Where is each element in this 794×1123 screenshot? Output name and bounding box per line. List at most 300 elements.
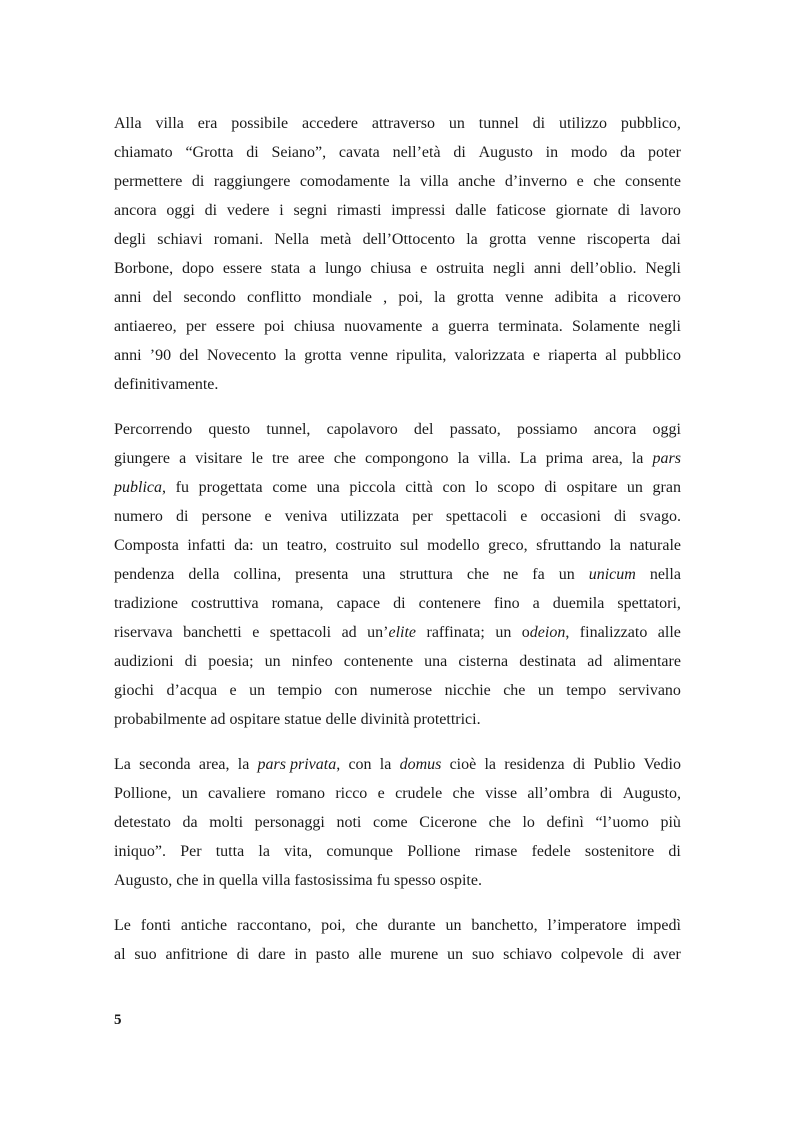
text-line	[114, 750, 681, 779]
word: sul	[399, 537, 419, 554]
word: stata	[270, 260, 301, 277]
word: l’imperatore	[547, 917, 627, 934]
word: area,	[592, 450, 623, 467]
word: a	[431, 318, 439, 335]
text-line	[114, 254, 681, 283]
word: un	[249, 682, 266, 699]
word: costruito	[335, 537, 392, 554]
word: una	[362, 566, 386, 583]
word: tempo	[566, 682, 607, 699]
word: conflitto	[247, 289, 302, 306]
word: anni	[533, 260, 562, 277]
word: attraverso	[371, 115, 435, 132]
word: di	[184, 653, 198, 670]
word: svago.	[639, 508, 681, 525]
word: con	[442, 479, 466, 496]
word: ospite.	[439, 872, 482, 889]
word: riscoperta	[587, 231, 651, 248]
word: passato,	[449, 421, 501, 438]
word: dell’Ottocento	[362, 231, 455, 248]
word: tre	[272, 450, 289, 467]
word: poi,	[398, 289, 423, 306]
word: fu	[376, 872, 390, 889]
text-line	[114, 167, 681, 196]
word: di	[544, 479, 557, 496]
word: che	[466, 566, 490, 583]
word: capace	[336, 595, 381, 612]
word: Publio	[593, 756, 636, 773]
word: probabilmente	[114, 711, 207, 728]
word: la	[457, 450, 470, 467]
word: anni	[114, 347, 142, 364]
word: adibita	[554, 289, 599, 306]
word: città	[405, 479, 433, 496]
word: di	[614, 508, 627, 525]
word: la	[258, 843, 270, 860]
word: permettere	[114, 173, 183, 190]
word: la	[379, 756, 392, 773]
word: la	[466, 231, 478, 248]
word: tempio	[277, 682, 322, 699]
word: ad	[587, 653, 603, 670]
word: e	[576, 173, 584, 190]
word: rimasti	[337, 202, 382, 219]
word: ricco	[335, 785, 368, 802]
text-line	[114, 225, 681, 254]
word: finalizzato	[579, 624, 648, 641]
word: che	[176, 872, 199, 889]
word: area,	[198, 756, 230, 773]
word: fino	[493, 595, 520, 612]
word: grotta	[456, 289, 494, 306]
word: protettrici.	[413, 711, 481, 728]
word: consente	[624, 173, 681, 190]
italic-term: domus	[399, 756, 442, 773]
word: villa	[261, 872, 291, 889]
word: e	[420, 260, 428, 277]
word: da:	[234, 537, 254, 554]
word: degli	[114, 231, 146, 248]
word: dalle	[455, 202, 487, 219]
text-line	[114, 705, 681, 734]
word: Augusto,	[114, 872, 173, 889]
word: durante	[387, 917, 436, 934]
word: spesso	[393, 872, 436, 889]
word: anche	[458, 173, 496, 190]
word: sfruttando	[536, 537, 601, 554]
word: questo	[208, 421, 251, 438]
word: fonti	[140, 917, 171, 934]
word: faticose	[496, 202, 546, 219]
word: antiche	[180, 917, 228, 934]
word: che	[593, 173, 616, 190]
word: giornate	[555, 202, 608, 219]
word: più	[660, 814, 681, 831]
word: e	[532, 347, 540, 364]
word: Per	[180, 843, 202, 860]
word: come	[372, 814, 408, 831]
italic-term: pars privata	[257, 756, 337, 773]
word: accedere	[302, 115, 358, 132]
word: Cicerone	[419, 814, 478, 831]
italic-term: deion	[529, 624, 566, 641]
word: negli	[648, 318, 681, 335]
word: un	[262, 537, 279, 554]
word: che	[355, 917, 378, 934]
word: grotta	[489, 231, 527, 248]
paragraph	[114, 415, 681, 734]
word: visitare	[195, 450, 243, 467]
text-line	[114, 779, 681, 808]
word: una	[424, 653, 448, 670]
word: dell’oblio.	[570, 260, 637, 277]
text-line	[114, 676, 681, 705]
word: contenente	[343, 653, 414, 670]
word: oggi	[166, 202, 195, 219]
word: di	[599, 785, 613, 802]
word: essere	[215, 318, 255, 335]
word: la	[433, 289, 446, 306]
word: un	[495, 624, 512, 641]
paragraph-gap	[114, 734, 681, 750]
word: lo	[522, 814, 535, 831]
word: chiamato	[114, 144, 173, 161]
italic-term: pars	[652, 450, 681, 467]
text-line	[114, 940, 681, 969]
word: della	[188, 566, 220, 583]
word: “Grotta	[185, 144, 234, 161]
word: a	[309, 260, 317, 277]
text-line	[114, 808, 681, 837]
word: d’inverno	[504, 173, 568, 190]
word: di	[532, 115, 546, 132]
word: banchetti	[183, 624, 242, 641]
word: pubblico,	[620, 115, 681, 132]
word: servivano	[618, 682, 681, 699]
word: contenere	[418, 595, 481, 612]
word: naturale	[629, 537, 681, 554]
word: la	[284, 347, 297, 364]
word: sostenitore	[584, 843, 655, 860]
word: banchetto,	[471, 917, 538, 934]
word: Le	[114, 917, 131, 934]
word: iniquo”.	[114, 843, 166, 860]
text-line	[114, 502, 681, 531]
word: venne	[349, 347, 388, 364]
word: un	[626, 479, 643, 496]
text-line	[114, 312, 681, 341]
word: Alla	[114, 115, 142, 132]
word: prima	[545, 450, 584, 467]
word: persone	[201, 508, 252, 525]
word: un	[445, 917, 462, 934]
word: raffinata;	[426, 624, 485, 641]
word: lo	[475, 479, 488, 496]
word: negli	[492, 260, 525, 277]
word: del	[152, 289, 173, 306]
word: e	[264, 508, 272, 525]
word: molti	[209, 814, 244, 831]
word: suo	[472, 946, 495, 963]
word: personaggi	[254, 814, 325, 831]
word: chiusa	[293, 318, 335, 335]
word: compongono	[365, 450, 449, 467]
word: di	[668, 843, 681, 860]
word: la	[631, 450, 644, 467]
word: romano	[276, 785, 325, 802]
word: poter	[648, 144, 681, 161]
word: tunnel,	[266, 421, 311, 438]
word: e	[520, 508, 528, 525]
word: occasioni	[540, 508, 601, 525]
word: “l’uomo	[595, 814, 649, 831]
word	[400, 750, 442, 779]
word: definitivamente.	[114, 376, 219, 393]
word: che	[503, 682, 526, 699]
word: villa	[155, 115, 184, 132]
italic-term: publica	[114, 479, 162, 496]
word: cavaliere	[208, 785, 266, 802]
text-line	[114, 837, 681, 866]
word: del	[413, 421, 434, 438]
word: crudele	[395, 785, 443, 802]
text-line	[114, 283, 681, 312]
word: Seiano”,	[271, 144, 327, 161]
word: la	[484, 756, 497, 773]
word: noti	[336, 814, 362, 831]
word: collina,	[233, 566, 282, 583]
word: dare	[257, 946, 286, 963]
word: per	[185, 318, 207, 335]
word: fedele	[531, 843, 571, 860]
word: riaperta	[548, 347, 598, 364]
text-line	[114, 560, 681, 589]
word: una	[316, 479, 340, 496]
word: anfitrione	[165, 946, 228, 963]
text-line	[114, 911, 681, 940]
word: di	[393, 595, 406, 612]
word: Vedio	[643, 756, 681, 773]
word: struttura	[399, 566, 453, 583]
word: raggiungere	[213, 173, 291, 190]
word: nicchie	[444, 682, 491, 699]
italic-term: unicum	[588, 566, 636, 583]
word: Nella	[274, 231, 310, 248]
word: odeion,	[521, 624, 570, 641]
word: veniva	[284, 508, 328, 525]
word: nella	[649, 566, 681, 583]
word: numero	[114, 508, 163, 525]
paragraph	[114, 911, 681, 969]
word	[589, 560, 636, 589]
word: Pollione,	[114, 785, 172, 802]
word: cavata	[338, 144, 380, 161]
word: di	[191, 173, 205, 190]
word: poesia;	[208, 653, 254, 670]
word: La	[519, 450, 537, 467]
word: pasto	[315, 946, 350, 963]
text-line	[114, 589, 681, 618]
word: pubblico	[624, 347, 681, 364]
word: piccola	[349, 479, 396, 496]
word: ancora	[593, 421, 637, 438]
text-line	[114, 531, 681, 560]
word: un	[447, 946, 464, 963]
word: del	[179, 347, 199, 364]
word: pars privata,	[257, 756, 341, 773]
word: Augusto	[478, 144, 533, 161]
word: vedere	[226, 202, 270, 219]
word: La	[114, 756, 131, 773]
word: infatti	[187, 537, 226, 554]
word: di	[246, 144, 259, 161]
word: per	[412, 508, 433, 525]
word: al	[114, 946, 126, 963]
word: definì	[546, 814, 584, 831]
word: suo	[134, 946, 157, 963]
word: murene	[390, 946, 439, 963]
word: un	[448, 115, 465, 132]
word: un	[537, 682, 554, 699]
paragraph-gap	[114, 399, 681, 415]
word: romana,	[271, 595, 324, 612]
text-line	[114, 370, 681, 399]
word: publica,	[114, 479, 166, 496]
word: tradizione	[114, 595, 178, 612]
word: come	[272, 479, 307, 496]
word: con	[348, 756, 372, 773]
word: impedì	[636, 917, 681, 934]
word: utilizzata	[340, 508, 400, 525]
word: venne	[537, 231, 576, 248]
word: e	[229, 682, 237, 699]
word: i	[279, 202, 284, 219]
word: alle	[358, 946, 382, 963]
word: colpevole	[560, 946, 624, 963]
word: anni	[114, 289, 142, 306]
word: aree	[298, 450, 325, 467]
word: raccontano,	[237, 917, 312, 934]
word: comunque	[326, 843, 393, 860]
word: schiavi	[157, 231, 203, 248]
word: possibile	[231, 115, 289, 132]
word: ad	[341, 624, 357, 641]
word: comodamente	[299, 173, 390, 190]
word: aver	[653, 946, 681, 963]
word: numerose	[369, 682, 433, 699]
word: Novecento	[206, 347, 277, 364]
word: seconda	[139, 756, 191, 773]
word: presenta	[295, 566, 349, 583]
word: di	[617, 202, 631, 219]
word: ne	[503, 566, 519, 583]
word: ostruita	[436, 260, 485, 277]
word: pendenza	[114, 566, 175, 583]
word: fa	[532, 566, 545, 583]
word: un	[558, 566, 575, 583]
word: destinata	[519, 653, 577, 670]
word: Pollione	[407, 843, 461, 860]
word: in	[545, 144, 559, 161]
word: audizioni	[114, 653, 174, 670]
word: la	[237, 756, 250, 773]
word: statue	[284, 711, 322, 728]
page-number: 5	[114, 1012, 122, 1028]
word: Solamente	[572, 318, 640, 335]
word: Augusto,	[622, 785, 681, 802]
word: a	[179, 450, 187, 467]
word: segni	[293, 202, 328, 219]
word: progettata	[198, 479, 263, 496]
word: nuovamente	[344, 318, 423, 335]
word: poi,	[321, 917, 346, 934]
word: antiaereo,	[114, 318, 177, 335]
word: che	[488, 814, 511, 831]
word: ospitare	[566, 479, 618, 496]
word: poi	[264, 318, 285, 335]
word: spettatori,	[617, 595, 681, 612]
word: delle	[325, 711, 357, 728]
word: cioè	[449, 756, 477, 773]
word: e	[377, 785, 385, 802]
text-line	[114, 415, 681, 444]
paragraph-gap	[114, 895, 681, 911]
word: costruttiva	[191, 595, 259, 612]
word: cisterna	[458, 653, 509, 670]
word: rimase	[474, 843, 518, 860]
word: alimentare	[613, 653, 681, 670]
word: di	[176, 508, 189, 525]
italic-term: elite	[388, 624, 417, 641]
word: utilizzo	[559, 115, 608, 132]
word: ripulita,	[396, 347, 447, 364]
word: e	[252, 624, 260, 641]
word: in	[294, 946, 307, 963]
word: villa.	[478, 450, 511, 467]
word: greco,	[488, 537, 528, 554]
word: giochi	[114, 682, 154, 699]
word: che	[452, 785, 475, 802]
word: a	[609, 289, 617, 306]
word: mondiale	[312, 289, 372, 306]
word: teatro,	[286, 537, 328, 554]
word: modello	[427, 537, 480, 554]
paragraph	[114, 750, 681, 895]
word: venne	[505, 289, 544, 306]
word: giungere	[114, 450, 170, 467]
word	[652, 444, 680, 473]
word: gran	[652, 479, 681, 496]
word: un’elite	[367, 624, 417, 641]
word: alle	[657, 624, 681, 641]
word: impressi	[391, 202, 446, 219]
word: lungo	[325, 260, 362, 277]
word: oggi	[652, 421, 681, 438]
word: da	[182, 814, 198, 831]
word: metà	[320, 231, 352, 248]
word: possiamo	[517, 421, 578, 438]
word: Composta	[114, 537, 179, 554]
word: spettacoli	[445, 508, 508, 525]
text-line	[114, 196, 681, 225]
text-line	[114, 138, 681, 167]
text-line	[114, 444, 681, 473]
word: all’ombra	[527, 785, 590, 802]
word: che	[333, 450, 356, 467]
word: Percorrendo	[114, 421, 193, 438]
word: Negli	[645, 260, 681, 277]
word: duemila	[552, 595, 605, 612]
